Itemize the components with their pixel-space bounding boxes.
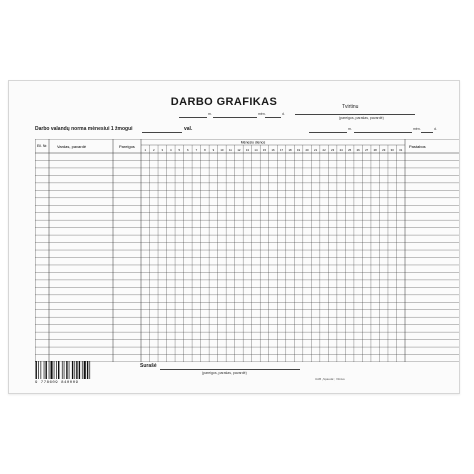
schedule-table (35, 139, 460, 362)
date-year-suffix: m. (208, 112, 212, 116)
barcode-number: 9 778609 840009 (35, 381, 79, 385)
form-sheet (8, 80, 460, 394)
date2-day-suffix: d. (434, 127, 437, 131)
day-label: 17 (279, 148, 284, 152)
barcode-bar (84, 361, 86, 379)
day-label: 25 (348, 148, 352, 152)
barcode-bar (51, 361, 53, 379)
header-position: Pareigos (119, 144, 135, 149)
document-title: DARBO GRAFIKAS (170, 96, 278, 108)
printer-note: UAB „Spauda“, Vilnius (315, 377, 345, 381)
day-label: 21 (314, 148, 318, 152)
signature-line (160, 369, 300, 370)
day-label: 20 (305, 148, 309, 152)
date2-year-suffix: m. (348, 127, 352, 131)
barcode-bar (38, 361, 39, 379)
barcode-bar (44, 361, 45, 379)
approve-caption: (pareigos, parašas, pavardė) (339, 116, 384, 120)
date2-day-line (421, 132, 433, 133)
header-notes: Pastabos (409, 144, 426, 149)
day-label: 27 (365, 148, 369, 152)
day-label: 13 (245, 148, 250, 152)
barcode-bar (66, 361, 67, 379)
day-label: 16 (271, 148, 275, 152)
norm-label: Darbo valandų norma mėnesiui 1 žmogui (35, 126, 133, 132)
barcode-bar (46, 361, 47, 379)
day-label: 10 (220, 148, 224, 152)
barcode-bar (62, 361, 63, 379)
day-label: 26 (356, 148, 360, 152)
table-grid-lines (35, 139, 460, 362)
day-label: 9 (212, 148, 215, 152)
day-label: 14 (254, 148, 258, 152)
day-label: 19 (296, 148, 301, 152)
day-label: 24 (339, 148, 343, 152)
date-day-suffix: d. (282, 112, 285, 116)
date-month-line (213, 117, 257, 118)
day-label: 29 (382, 148, 386, 152)
day-label: 7 (195, 148, 198, 152)
header-name: Vardas, pavardė (57, 144, 87, 149)
barcode-bar (69, 361, 70, 379)
day-label: 12 (237, 148, 241, 152)
date-month-suffix: mėn. (258, 112, 266, 116)
approve-label: Tvirtinu (342, 104, 359, 110)
barcode-bar (54, 361, 55, 379)
day-label: 5 (178, 148, 181, 152)
barcode-image (35, 361, 99, 381)
signature-label: Surašė (140, 363, 157, 369)
barcode-bar (74, 361, 75, 379)
norm-unit: val. (184, 126, 193, 132)
day-label: 2 (152, 148, 155, 152)
barcode-bar (72, 361, 73, 379)
day-label: 11 (228, 148, 232, 152)
date2-year-line (309, 132, 347, 133)
day-label: 22 (322, 148, 326, 152)
signature-caption: (pareigos, parašas, pavardė) (202, 371, 247, 375)
barcode-bar (64, 361, 65, 379)
day-label: 18 (288, 148, 292, 152)
day-label: 23 (331, 148, 335, 152)
date-day-line (265, 117, 281, 118)
barcode-bar (76, 361, 77, 379)
barcode-bar (36, 361, 37, 379)
day-label: 15 (262, 148, 267, 152)
day-label: 6 (187, 148, 189, 152)
date2-month-suffix: mėn. (413, 127, 421, 131)
day-label: 3 (161, 148, 164, 152)
barcode-bar (89, 361, 90, 379)
barcode-bar (49, 361, 50, 379)
day-label: 4 (170, 148, 172, 152)
date2-month-line (354, 132, 412, 133)
norm-value-line (142, 132, 182, 133)
day-label: 30 (390, 148, 394, 152)
header-number: Eil. Nr. (37, 144, 48, 148)
barcode-bar (58, 361, 59, 379)
barcode-bar (87, 361, 88, 379)
barcode-bar (79, 361, 80, 379)
day-label: 28 (373, 148, 377, 152)
day-label: 1 (144, 148, 147, 152)
barcode-bar (41, 361, 42, 379)
day-label: 8 (204, 148, 206, 152)
date-year-line (179, 117, 207, 118)
barcode-bar (82, 361, 83, 379)
header-month-days: Mėnesio dienos (240, 140, 266, 145)
day-labels (144, 148, 402, 152)
approve-line (295, 114, 415, 115)
day-label: 31 (399, 148, 403, 152)
barcode-bar (56, 361, 57, 379)
